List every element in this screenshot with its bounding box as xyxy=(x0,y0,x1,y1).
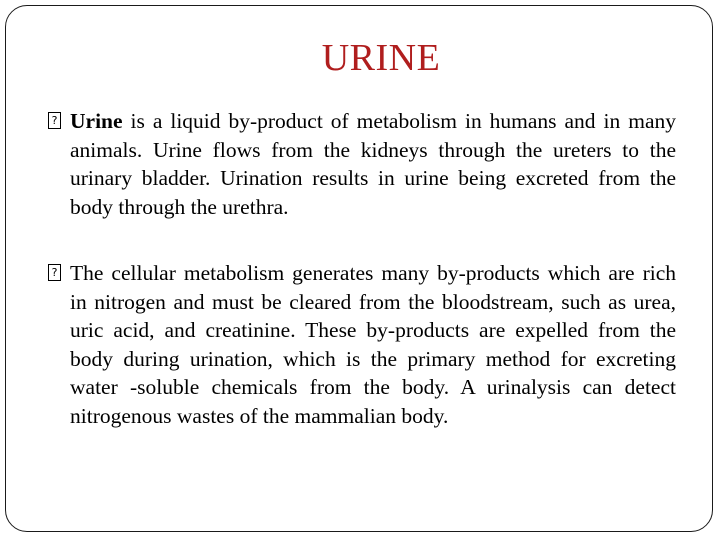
bullet-text: is a liquid by-product of metabolism in humans and in many animals. Urine flows from the kidneys through the ureters to the urinary bladder. Urination results in urine being excreted from the body through the urethra. xyxy=(70,109,676,219)
slide-frame xyxy=(5,5,713,532)
slide-title: URINE xyxy=(321,37,441,79)
bullet-term: Urine xyxy=(70,109,123,133)
bullet-text: The cellular metabolism generates many by-products which are rich in nitrogen and must be cleared from the bloodstream, such as urea, uric acid, and creatinine. These by-products are expelled from the body during urination, which is the primary method for excreting water -soluble chemicals from the body. A urinalysis can detect nitrogenous wastes of the mammalian body. xyxy=(70,261,676,428)
bullet-paragraph-metabolism xyxy=(51,259,676,430)
bullet-box-icon: ? xyxy=(48,112,61,129)
bullet-paragraph-urine-definition xyxy=(51,107,676,221)
bullet-box-icon: ? xyxy=(48,264,61,281)
